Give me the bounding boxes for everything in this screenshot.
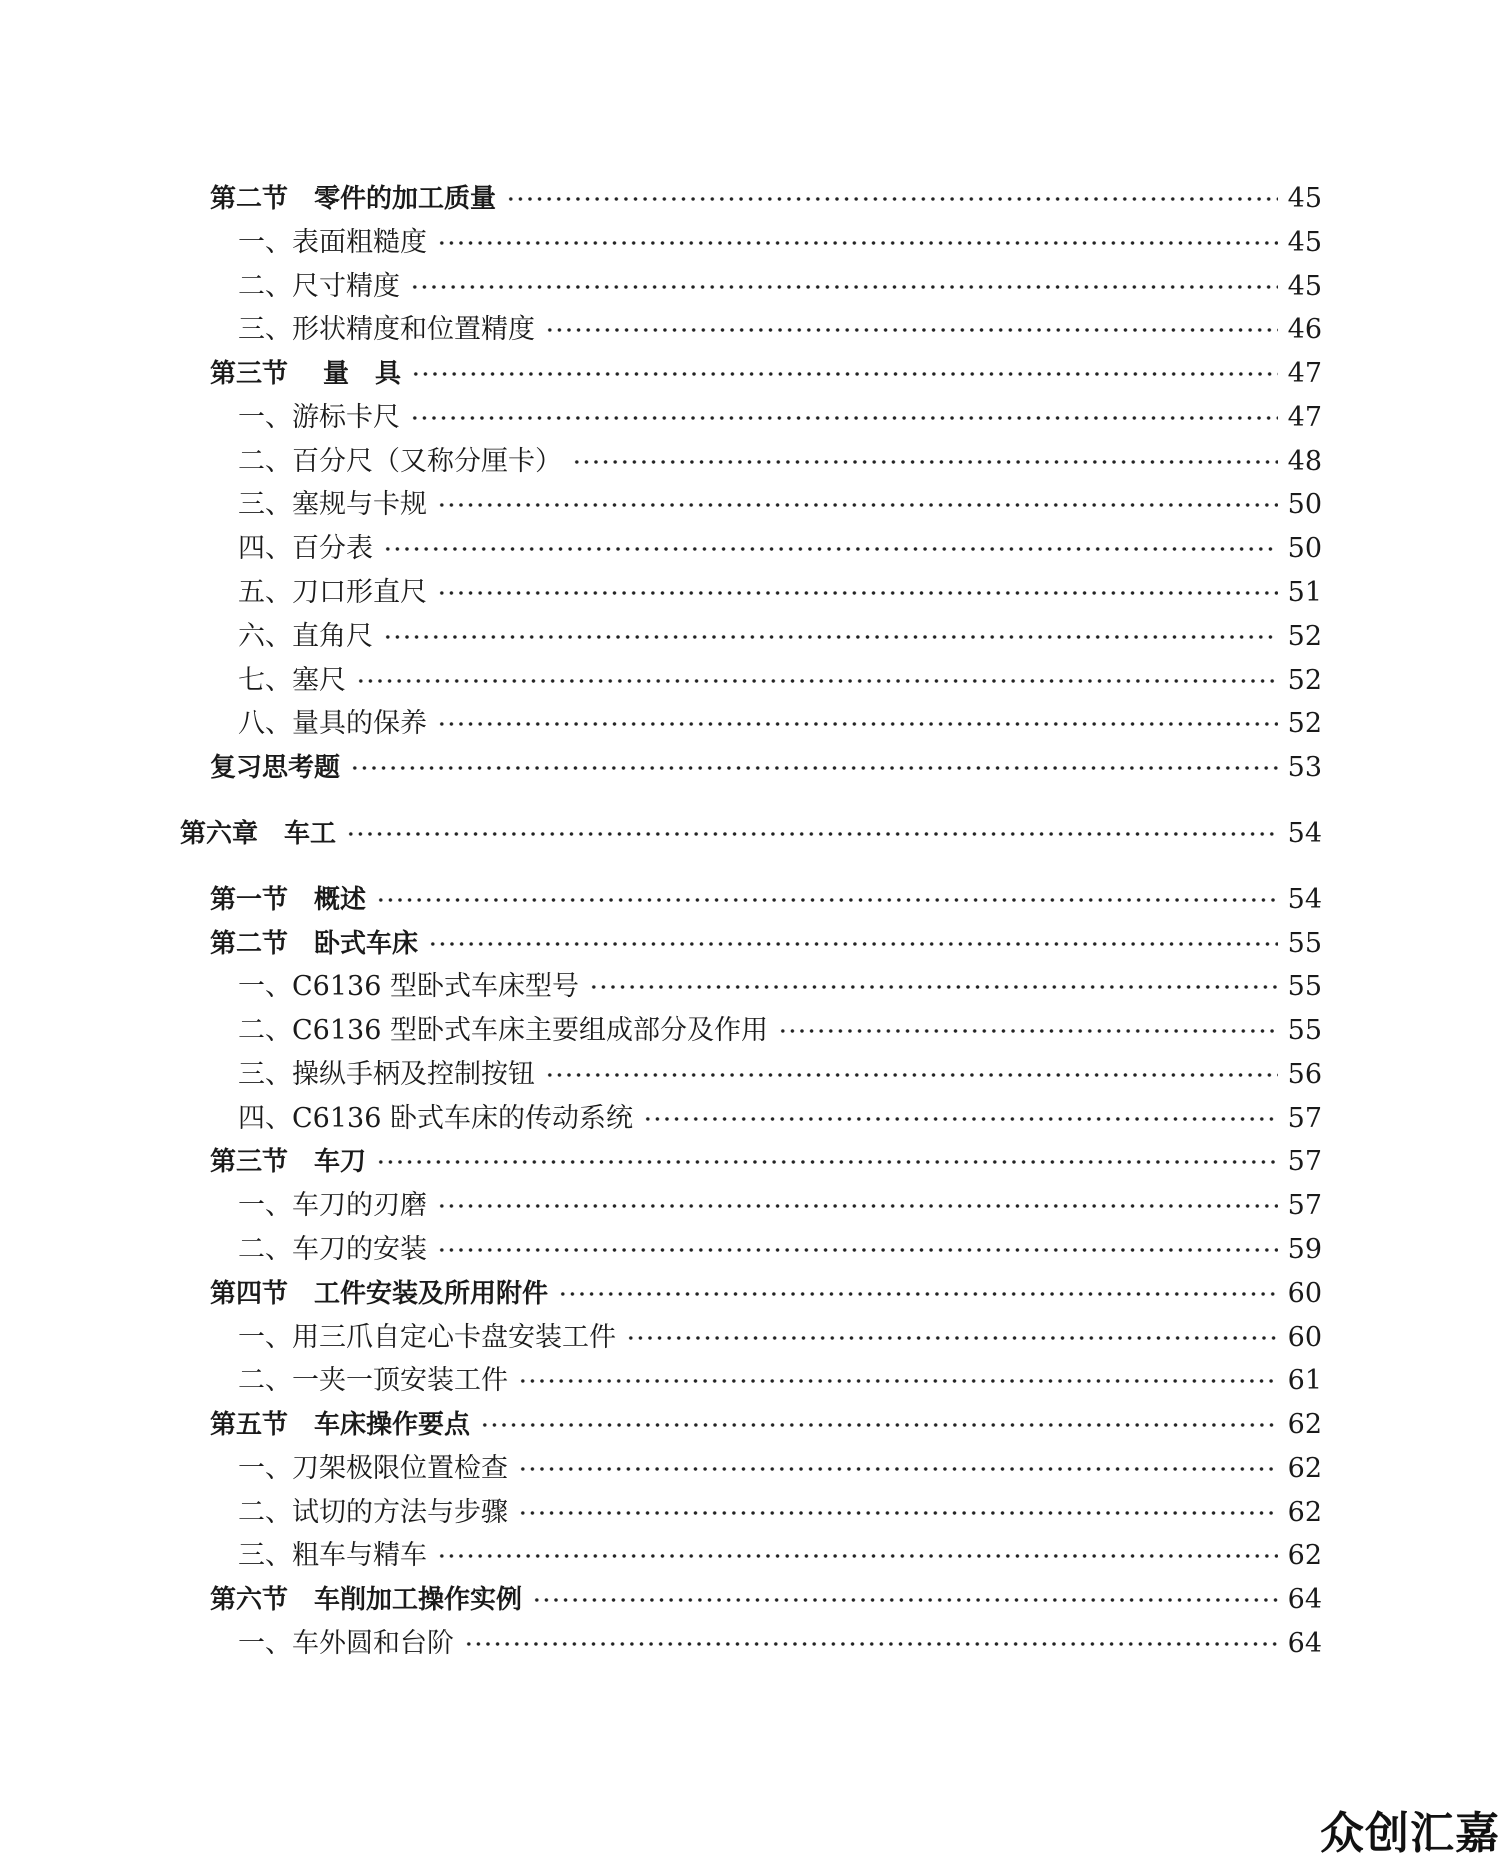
toc-entry-title: 二、试切的方法与步骤: [238, 1497, 508, 1528]
toc-subitem[interactable]: [238, 529, 1322, 569]
toc-entry-title: 二、尺寸精度: [238, 271, 400, 302]
toc-subitem[interactable]: [238, 704, 1322, 744]
toc-entry-title: 第三节 量 具: [210, 359, 402, 389]
toc-entry-page-number: 62: [1287, 1409, 1322, 1440]
toc-entry-title: 二、百分尺（又称分厘卡）: [238, 446, 562, 477]
toc-entry-page-number: 59: [1287, 1234, 1322, 1265]
toc-subitem[interactable]: [238, 1230, 1322, 1270]
toc-entry-page-number: 48: [1287, 446, 1322, 477]
toc-section[interactable]: [210, 354, 1322, 394]
toc-entry-title: 四、C6136 卧式车床的传动系统: [238, 1103, 633, 1134]
toc-entry-title: 第三节 车刀: [210, 1147, 367, 1177]
toc-subitem[interactable]: [238, 1186, 1322, 1226]
toc-entry-title: 四、百分表: [238, 533, 373, 564]
dot-leader: [437, 704, 1278, 744]
toc-entry-page-number: 52: [1287, 621, 1322, 652]
toc-entry-page-number: 57: [1287, 1146, 1322, 1177]
dot-leader: [506, 179, 1278, 219]
toc-entry-title: 第四节 工件安装及所用附件: [210, 1279, 549, 1309]
toc-subitem[interactable]: [238, 1055, 1322, 1095]
toc-entry-page-number: 47: [1287, 358, 1322, 389]
toc-subitem[interactable]: [238, 1624, 1322, 1664]
toc-entry-page-number: 57: [1287, 1103, 1322, 1134]
dot-leader: [437, 1536, 1278, 1576]
toc-section[interactable]: [210, 748, 1322, 788]
toc-entry-page-number: 45: [1287, 227, 1322, 258]
dot-leader: [356, 661, 1278, 701]
toc-entry-title: 三、形状精度和位置精度: [238, 314, 535, 345]
watermark-logo: 众创汇嘉: [1320, 1808, 1500, 1859]
dot-leader: [437, 1230, 1278, 1270]
toc-entry-page-number: 45: [1287, 183, 1322, 214]
dot-leader: [410, 267, 1278, 307]
toc-subitem[interactable]: [238, 1011, 1322, 1051]
toc-entry-title: 第二节 卧式车床: [210, 929, 419, 959]
dot-leader: [626, 1318, 1278, 1358]
dot-leader: [383, 617, 1278, 657]
toc-entry-title: 二、车刀的安装: [238, 1234, 427, 1265]
dot-leader: [350, 748, 1278, 788]
toc-entry-title: 第六节 车削加工操作实例: [210, 1585, 523, 1615]
toc-entry-title: 第二节 零件的加工质量: [210, 184, 497, 214]
toc-entry-page-number: 57: [1287, 1190, 1322, 1221]
toc-entry-page-number: 53: [1287, 752, 1322, 783]
dot-leader: [518, 1361, 1278, 1401]
dot-leader: [518, 1493, 1278, 1533]
dot-leader: [437, 485, 1278, 525]
toc-section[interactable]: [210, 1274, 1322, 1314]
toc-section[interactable]: [210, 1405, 1322, 1445]
dot-leader: [464, 1624, 1278, 1664]
toc-subitem[interactable]: [238, 1493, 1322, 1533]
toc-entry-page-number: 54: [1287, 818, 1322, 849]
toc-entry-page-number: 64: [1287, 1628, 1322, 1659]
toc-entry-page-number: 62: [1287, 1540, 1322, 1571]
toc-entry-page-number: 61: [1287, 1365, 1322, 1396]
toc-entry-title: 三、操纵手柄及控制按钮: [238, 1059, 535, 1090]
toc-entry-title: 一、刀架极限位置检查: [238, 1453, 508, 1484]
toc-subitem[interactable]: [238, 267, 1322, 307]
dot-leader: [376, 1142, 1278, 1182]
toc-section[interactable]: [210, 1142, 1322, 1182]
dot-leader: [643, 1099, 1278, 1139]
toc-section[interactable]: [210, 1580, 1322, 1620]
toc-subitem[interactable]: [238, 617, 1322, 657]
toc-entry-title: 一、游标卡尺: [238, 402, 400, 433]
toc-subitem[interactable]: [238, 223, 1322, 263]
dot-leader: [545, 310, 1278, 350]
toc-entry-title: 八、量具的保养: [238, 708, 427, 739]
dot-leader: [428, 924, 1278, 964]
toc-entry-page-number: 52: [1287, 665, 1322, 696]
toc-entry-page-number: 60: [1287, 1278, 1322, 1309]
toc-subitem[interactable]: [238, 398, 1322, 438]
toc-entry-title: 五、刀口形直尺: [238, 577, 427, 608]
toc-entry-page-number: 55: [1287, 971, 1322, 1002]
dot-leader: [558, 1274, 1278, 1314]
toc-entry-page-number: 46: [1287, 314, 1322, 345]
toc-subitem[interactable]: [238, 310, 1322, 350]
toc-entry-title: 第六章 车工: [180, 819, 337, 849]
toc-entry-title: 七、塞尺: [238, 665, 346, 696]
toc-entry-page-number: 62: [1287, 1497, 1322, 1528]
dot-leader: [411, 354, 1278, 394]
dot-leader: [480, 1405, 1278, 1445]
toc-entry-page-number: 54: [1287, 884, 1322, 915]
toc-entry-page-number: 62: [1287, 1453, 1322, 1484]
toc-entry-page-number: 52: [1287, 708, 1322, 739]
toc-chapter[interactable]: [180, 814, 1322, 854]
toc-entry-title: 二、一夹一顶安装工件: [238, 1365, 508, 1396]
toc-section[interactable]: [210, 924, 1322, 964]
toc-entry-title: 一、车刀的刃磨: [238, 1190, 427, 1221]
dot-leader: [572, 442, 1278, 482]
toc-subitem[interactable]: [238, 1536, 1322, 1576]
dot-leader: [437, 1186, 1278, 1226]
toc-entry-title: 三、塞规与卡规: [238, 489, 427, 520]
toc-entry-page-number: 64: [1287, 1584, 1322, 1615]
toc-subitem[interactable]: [238, 1361, 1322, 1401]
toc-entry-title: 一、用三爪自定心卡盘安装工件: [238, 1322, 616, 1353]
toc-entry-page-number: 50: [1287, 489, 1322, 520]
toc-entry-title: 一、C6136 型卧式车床型号: [238, 971, 579, 1002]
dot-leader: [437, 223, 1278, 263]
toc-entry-page-number: 55: [1287, 928, 1322, 959]
dot-leader: [437, 573, 1278, 613]
toc-entry-title: 六、直角尺: [238, 621, 373, 652]
toc-section[interactable]: [210, 880, 1322, 920]
toc-subitem[interactable]: [238, 1318, 1322, 1358]
toc-subitem[interactable]: [238, 1449, 1322, 1489]
toc-subitem[interactable]: [238, 442, 1322, 482]
dot-leader: [778, 1011, 1278, 1051]
toc-entry-page-number: 47: [1287, 402, 1322, 433]
dot-leader: [532, 1580, 1278, 1620]
toc-entry-title: 一、表面粗糙度: [238, 227, 427, 258]
toc-entry-page-number: 60: [1287, 1322, 1322, 1353]
toc-subitem[interactable]: [238, 1099, 1322, 1139]
toc-entry-page-number: 45: [1287, 271, 1322, 302]
toc-entry-page-number: 51: [1287, 577, 1322, 608]
toc-entry-page-number: 55: [1287, 1015, 1322, 1046]
toc-entry-title: 三、粗车与精车: [238, 1540, 427, 1571]
toc-subitem[interactable]: [238, 485, 1322, 525]
toc-entry-title: 第五节 车床操作要点: [210, 1410, 471, 1440]
toc-entry-title: 复习思考题: [210, 753, 341, 783]
toc-subitem[interactable]: [238, 967, 1322, 1007]
dot-leader: [383, 529, 1278, 569]
toc-section[interactable]: [210, 179, 1322, 219]
dot-leader: [346, 814, 1278, 854]
toc-entry-title: 一、车外圆和台阶: [238, 1628, 454, 1659]
dot-leader: [545, 1055, 1278, 1095]
toc-entry-title: 第一节 概述: [210, 885, 367, 915]
dot-leader: [376, 880, 1278, 920]
toc-entry-title: 二、C6136 型卧式车床主要组成部分及作用: [238, 1015, 768, 1046]
dot-leader: [589, 967, 1278, 1007]
dot-leader: [518, 1449, 1278, 1489]
toc-subitem[interactable]: [238, 573, 1322, 613]
dot-leader: [410, 398, 1278, 438]
toc-subitem[interactable]: [238, 661, 1322, 701]
toc-entry-page-number: 50: [1287, 533, 1322, 564]
toc-entry-page-number: 56: [1287, 1059, 1322, 1090]
